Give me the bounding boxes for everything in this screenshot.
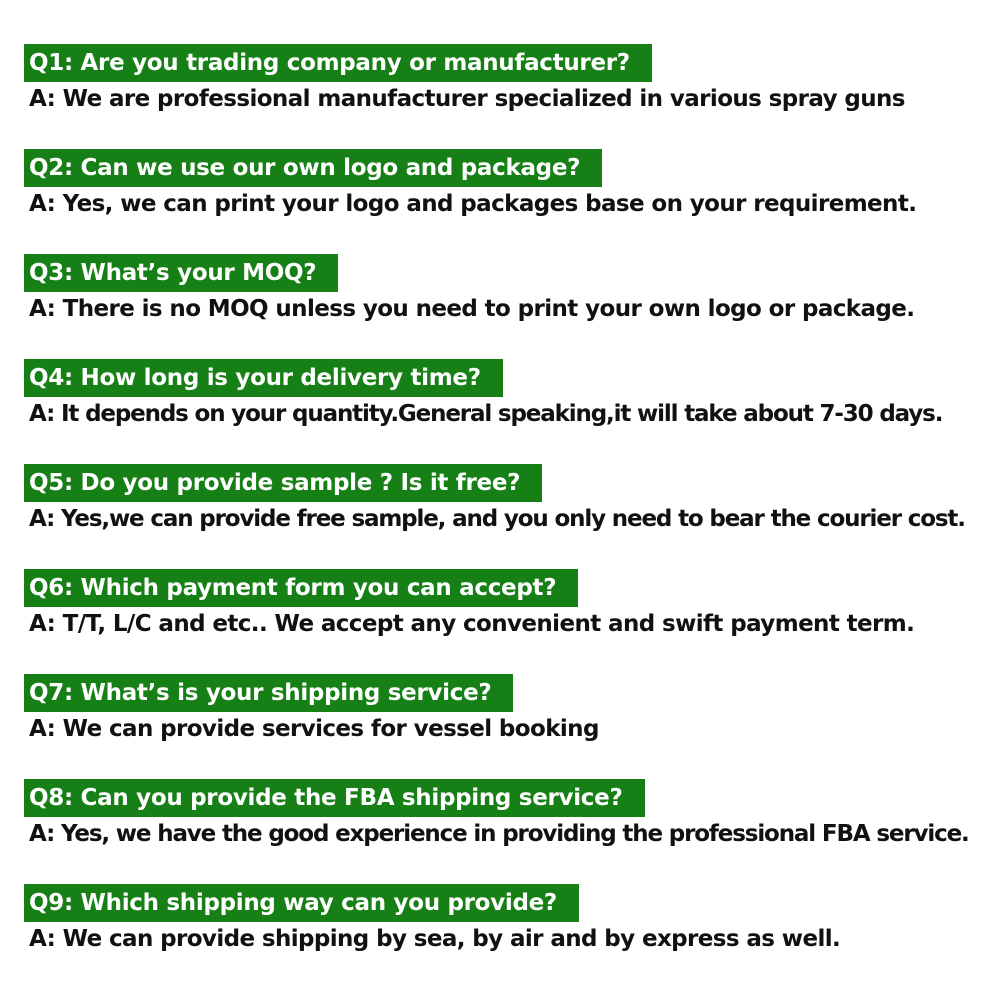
faq-list [24,44,984,989]
faq-item [24,44,984,149]
question-label: Q6: Which payment form you can accept? [24,569,578,607]
faq-item [24,464,984,569]
answer-text: A: We can provide services for vessel booking [29,716,599,742]
answer-text: A: T/T, L/C and etc.. We accept any convenient and swift payment term. [29,611,915,637]
answer-text: A: There is no MOQ unless you need to print your own logo or package. [29,296,915,322]
faq-item [24,359,984,464]
question-label: Q9: Which shipping way can you provide? [24,884,579,922]
question-label: Q1: Are you trading company or manufacturer? [24,44,652,82]
question-label: Q7: What’s is your shipping service? [24,674,513,712]
answer-text: A: It depends on your quantity.General speaking,it will take about 7-30 days. [29,401,943,427]
question-label: Q4: How long is your delivery time? [24,359,503,397]
faq-item [24,884,984,989]
answer-text: A: Yes, we can print your logo and packages base on your requirement. [29,191,917,217]
faq-item [24,254,984,359]
answer-text: A: We can provide shipping by sea, by air and by express as well. [29,926,841,952]
question-label: Q5: Do you provide sample ? Is it free? [24,464,542,502]
question-label: Q8: Can you provide the FBA shipping service? [24,779,645,817]
answer-text: A: Yes, we have the good experience in providing the professional FBA service. [29,821,969,847]
question-label: Q2: Can we use our own logo and package? [24,149,602,187]
faq-item [24,779,984,884]
faq-item [24,149,984,254]
answer-text: A: Yes,we can provide free sample, and you only need to bear the courier cost. [29,506,965,532]
faq-item [24,674,984,779]
answer-text: A: We are professional manufacturer specialized in various spray guns [29,86,905,112]
question-label: Q3: What’s your MOQ? [24,254,338,292]
faq-item [24,569,984,674]
